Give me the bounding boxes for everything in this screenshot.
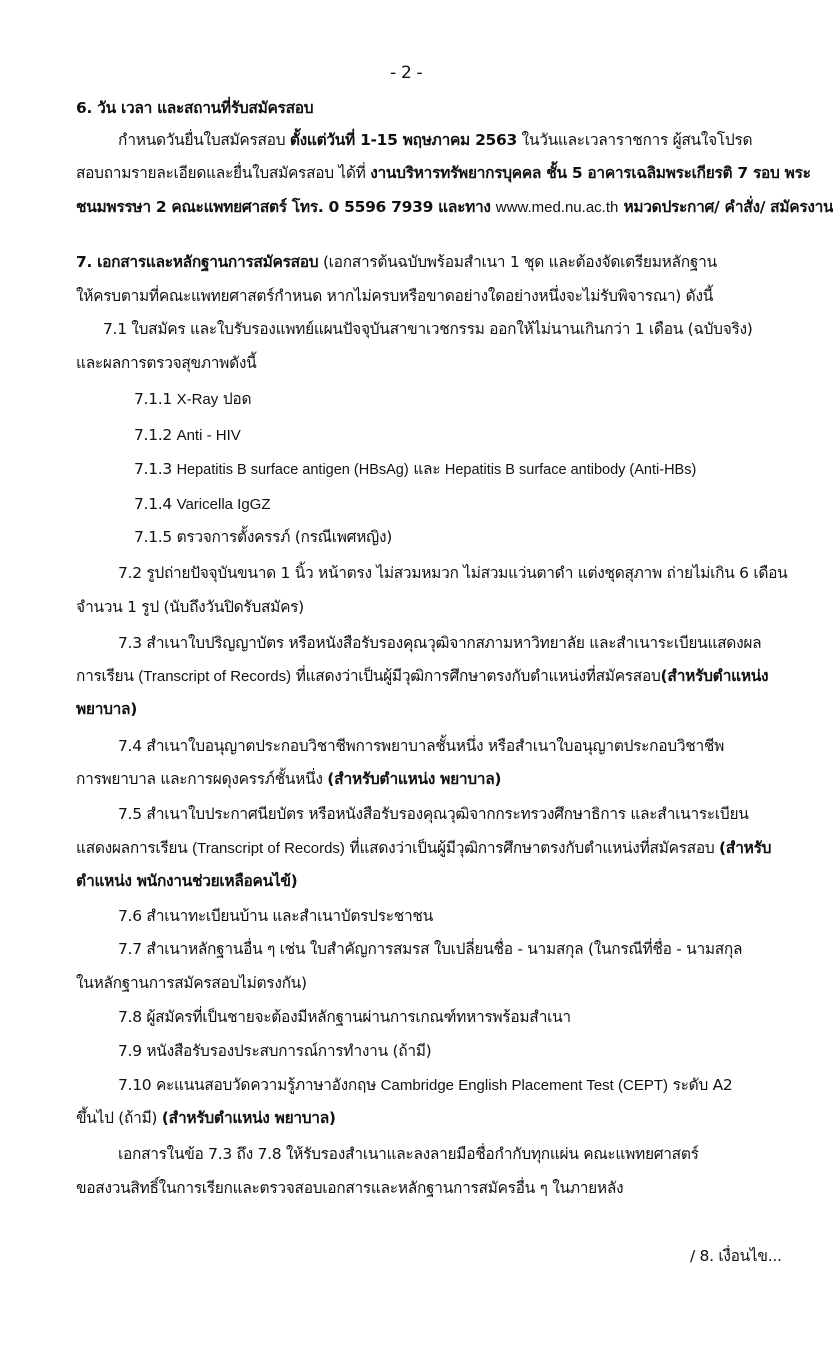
text-run: Cambridge English Placement Test (CEPT)	[380, 1077, 668, 1094]
text-run: (Transcript of Records)	[192, 840, 345, 857]
item-7-4-line-2	[76, 768, 501, 790]
section-7-heading	[76, 251, 717, 273]
item-7-10-line-2	[76, 1107, 336, 1129]
text-run: สอบถามรายละเอียดและยื่นใบสมัครสอบ ได้ที่	[76, 164, 371, 182]
text-run: 7.10 คะแนนสอบวัดความรู้ภาษาอังกฤษ	[118, 1076, 381, 1094]
item-7-2-line-2: จำนวน 1 รูป (นับถึงวันปิดรับสมัคร)	[76, 598, 304, 616]
text-run: Anti - HIV	[176, 427, 241, 444]
location-text: งานบริหารทรัพยากรบุคคล ชั้น 5 อาคารเฉลิมพระเกียรติ 7 รอบ พระ	[370, 164, 811, 182]
text-run: 7.1.3	[134, 460, 177, 478]
text-run: หมวดประกาศ/ คำสั่ง/ สมัครงาน	[618, 198, 833, 216]
text-run: 7.1.1	[134, 390, 177, 408]
text-run: Hepatitis B surface antibody (Anti-HBs)	[444, 462, 697, 478]
text-run: (เอกสารต้นฉบับพร้อมสำเนา 1 ชุด และต้องจัดเตรียมหลักฐาน	[318, 253, 717, 271]
item-7-1-1	[134, 388, 251, 411]
text-run: ในวันและเวลาราชการ ผู้สนใจโปรด	[517, 131, 753, 149]
page-number: - 2 -	[390, 63, 423, 83]
note-line-2: ขอสงวนสิทธิ์ในการเรียกและตรวจสอบเอกสารและหลักฐานการสมัครอื่น ๆ ในภายหลัง	[76, 1179, 624, 1197]
item-7-9: 7.9 หนังสือรับรองประสบการณ์การทำงาน (ถ้ามี)	[118, 1042, 432, 1060]
item-7-3-line-1: 7.3 สำเนาใบปริญญาบัตร หรือหนังสือรับรองคุณวุฒิจากสภามหาวิทยาลัย และสำเนาระเบียนแสดงผล	[118, 634, 762, 652]
text-run: แสดงผลการเรียน	[76, 839, 193, 857]
item-7-7-line-2: ในหลักฐานการสมัครสอบไม่ตรงกัน)	[76, 974, 307, 992]
position-note: (สำหรับ	[719, 839, 772, 857]
text-run: Varicella IgGZ	[176, 496, 271, 513]
text-run: (Transcript of Records)	[138, 668, 292, 685]
text-run: ที่แสดงว่าเป็นผู้มีวุฒิการศึกษาตรงกับตำแหน่งที่สมัครสอบ	[291, 667, 661, 685]
section-6-line-3	[76, 196, 833, 219]
item-7-2-line-1: 7.2 รูปถ่ายปัจจุบันขนาด 1 นิ้ว หน้าตรง ไม่สวมหมวก ไม่สวมแว่นตาดำ แต่งชุดสุภาพ ถ่ายไม่เกิน 6 เดือน	[118, 564, 788, 582]
text-run: กำหนดวันยื่นใบสมัครสอบ	[118, 131, 290, 149]
text-run: Hepatitis B surface antigen (HBsAg)	[176, 462, 409, 478]
text-run: การเรียน	[76, 667, 139, 685]
item-7-3-line-2	[76, 665, 768, 688]
item-7-1-2	[134, 424, 241, 447]
text-run: การพยาบาล และการผดุงครรภ์ชั้นหนึ่ง	[76, 770, 328, 788]
text-run: ที่แสดงว่าเป็นผู้มีวุฒิการศึกษาตรงกับตำแหน่งที่สมัครสอบ	[344, 839, 720, 857]
item-7-1-line-1: 7.1 ใบสมัคร และใบรับรองแพทย์แผนปัจจุบันสาขาเวชกรรม ออกให้ไม่นานเกินกว่า 1 เดือน (ฉบับจริง)	[103, 320, 753, 338]
item-7-1-4	[134, 493, 271, 516]
item-7-1-line-2: และผลการตรวจสุขภาพดังนี้	[76, 354, 257, 372]
position-note: (สำหรับตำแหน่ง พยาบาล)	[327, 770, 502, 788]
website-url: www.med.nu.ac.th	[495, 199, 619, 216]
section-6-heading: 6. วัน เวลา และสถานที่รับสมัครสอบ	[76, 99, 314, 117]
text-run: ระดับ A2	[668, 1076, 733, 1094]
section-7-heading-line-2: ให้ครบตามที่คณะแพทยศาสตร์กำหนด หากไม่ครบหรือขาดอย่างใดอย่างหนึ่งจะไม่รับพิจารณา) ดังนี้	[76, 287, 714, 305]
item-7-7-line-1: 7.7 สำเนาหลักฐานอื่น ๆ เช่น ใบสำคัญการสมรส ใบเปลี่ยนชื่อ - นามสกุล (ในกรณีที่ชื่อ - นามสกุล	[118, 940, 743, 958]
item-7-1-3	[134, 458, 696, 481]
section-6-line-2	[76, 162, 811, 184]
text-run: ปอด	[218, 390, 252, 408]
item-7-5-line-1: 7.5 สำเนาใบประกาศนียบัตร หรือหนังสือรับรองคุณวุฒิจากกระทรวงศึกษาธิการ และสำเนาระเบียน	[118, 805, 749, 823]
continuation-marker: / 8. เงื่อนไข...	[690, 1247, 782, 1265]
item-7-6: 7.6 สำเนาทะเบียนบ้าน และสำเนาบัตรประชาชน	[118, 907, 433, 925]
note-line-1: เอกสารในข้อ 7.3 ถึง 7.8 ให้รับรองสำเนาและลงลายมือชื่อกำกับทุกแผ่น คณะแพทยศาสตร์	[118, 1145, 699, 1163]
section-7-title: 7. เอกสารและหลักฐานการสมัครสอบ	[76, 253, 319, 271]
item-7-4-line-1: 7.4 สำเนาใบอนุญาตประกอบวิชาชีพการพยาบาลชั้นหนึ่ง หรือสำเนาใบอนุญาตประกอบวิชาชีพ	[118, 737, 724, 755]
item-7-5-line-3: ตำแหน่ง พนักงานช่วยเหลือคนไข้)	[76, 872, 298, 890]
section-6-line-1	[118, 129, 752, 151]
item-7-3-line-3: พยาบาล)	[76, 700, 138, 718]
item-7-1-5: 7.1.5 ตรวจการตั้งครรภ์ (กรณีเพศหญิง)	[134, 528, 392, 546]
text-run: ชนมพรรษา 2 คณะแพทยศาสตร์ โทร. 0 5596 7939 และทาง	[76, 198, 496, 216]
text-run: ขึ้นไป (ถ้ามี)	[76, 1109, 162, 1127]
text-run: X-Ray	[176, 391, 219, 408]
position-note: (สำหรับตำแหน่ง	[660, 667, 769, 685]
item-7-10-line-1	[118, 1074, 732, 1097]
text-run: 7.1.4	[134, 495, 177, 513]
item-7-8: 7.8 ผู้สมัครที่เป็นชายจะต้องมีหลักฐานผ่านการเกณฑ์ทหารพร้อมสำเนา	[118, 1008, 571, 1026]
item-7-5-line-2	[76, 837, 771, 860]
date-range-text: ตั้งแต่วันที่ 1-15 พฤษภาคม 2563	[289, 131, 518, 149]
text-run: 7.1.2	[134, 426, 177, 444]
position-note: (สำหรับตำแหน่ง พยาบาล)	[161, 1109, 336, 1127]
text-run: และ	[408, 460, 445, 478]
